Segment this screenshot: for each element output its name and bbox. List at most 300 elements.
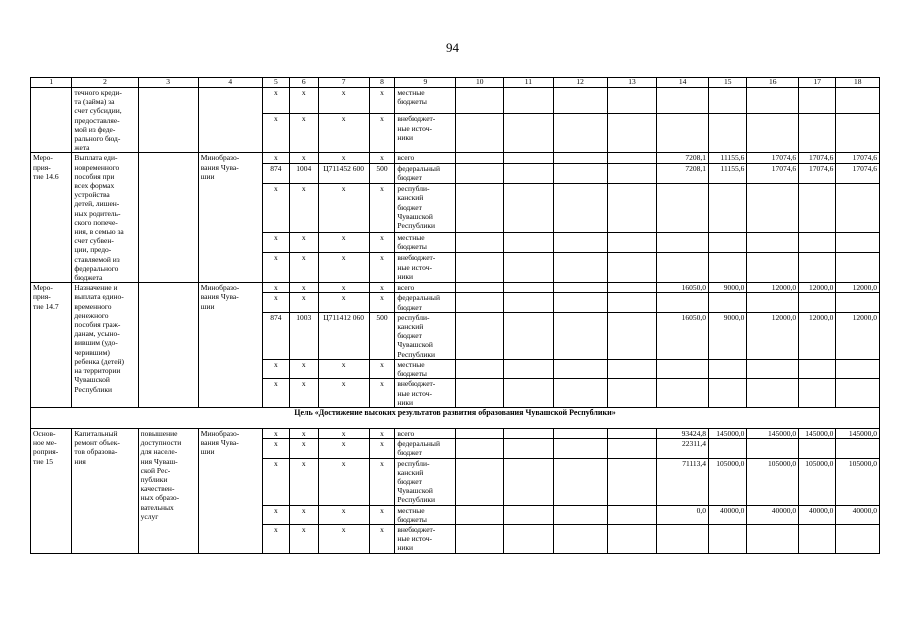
- text-line: внебюджет-: [397, 253, 436, 263]
- target-article-code: x: [318, 428, 369, 438]
- target-article-code: x: [318, 293, 369, 312]
- text-line: бюджет: [397, 331, 422, 341]
- year-value: [709, 114, 747, 153]
- year-value-empty: [607, 253, 657, 283]
- year-value: [709, 524, 747, 553]
- target-article-code: x: [318, 253, 369, 283]
- grbs-code: x: [262, 283, 289, 293]
- year-value: 22311,4: [657, 439, 709, 458]
- grbs-code: x: [262, 458, 289, 505]
- expense-type-code: x: [369, 253, 395, 283]
- year-value-empty: [504, 184, 554, 233]
- year-value: 93424,8: [657, 428, 709, 438]
- grbs-code: x: [262, 293, 289, 312]
- funding-source: [395, 312, 456, 359]
- target-article-code: x: [318, 88, 369, 114]
- expense-type-code: x: [369, 359, 395, 378]
- year-value: [657, 88, 709, 114]
- year-value-empty: [456, 253, 504, 283]
- target-article-code: x: [318, 233, 369, 253]
- year-value-empty: [607, 293, 657, 312]
- text-line: федеральный: [397, 439, 440, 449]
- target-article-code: Ц711412 060: [318, 312, 369, 359]
- year-value: [709, 379, 747, 408]
- year-value: 0,0: [657, 505, 709, 524]
- text-line: рального бюд-: [74, 134, 121, 144]
- text-line: Капитальный: [74, 428, 118, 438]
- text-line: ремонт объек-: [74, 438, 120, 448]
- column-number-6: 6: [289, 78, 318, 88]
- year-value-empty: [504, 293, 554, 312]
- column-number-9: 9: [395, 78, 456, 88]
- text-line: местные: [397, 359, 425, 369]
- text-line: бюджеты: [397, 514, 427, 524]
- event-executor: [198, 428, 262, 553]
- year-value: [657, 184, 709, 233]
- year-value-empty: [553, 293, 607, 312]
- text-line: ского попече-: [74, 217, 118, 227]
- year-value: [709, 439, 747, 458]
- year-value-empty: [504, 283, 554, 293]
- funding-source: [395, 283, 456, 293]
- year-value-empty: [504, 505, 554, 524]
- year-value: 40000,0: [747, 505, 799, 524]
- text-line: пособия при: [74, 171, 115, 181]
- event-executor: [198, 153, 262, 283]
- grbs-code: x: [262, 439, 289, 458]
- text-line: доступности: [140, 438, 182, 448]
- year-value: 40000,0: [799, 505, 836, 524]
- text-line: прия-: [33, 162, 51, 172]
- expense-type-code: x: [369, 439, 395, 458]
- year-value-empty: [607, 184, 657, 233]
- year-value-empty: [456, 439, 504, 458]
- text-line: канский: [397, 467, 424, 477]
- year-value: [657, 379, 709, 408]
- grbs-code: 874: [262, 164, 289, 184]
- year-value: 11155,6: [709, 153, 747, 164]
- grbs-code: x: [262, 359, 289, 378]
- year-value-empty: [607, 379, 657, 408]
- year-value-empty: [456, 114, 504, 153]
- text-line: временного: [74, 301, 112, 311]
- text-line: ных родитель-: [74, 208, 121, 218]
- event-14-7-row: [31, 283, 880, 293]
- text-line: Меро-: [33, 153, 53, 163]
- text-line: вившим (удо-: [74, 338, 118, 348]
- event-15-row: [31, 428, 880, 438]
- column-number-17: 17: [799, 78, 836, 88]
- year-value-empty: [553, 505, 607, 524]
- year-value: [799, 293, 836, 312]
- year-value: [709, 253, 747, 283]
- text-line: прия-: [33, 292, 51, 302]
- column-number-16: 16: [747, 78, 799, 88]
- text-line: ции, предо-: [74, 245, 112, 255]
- text-line: всего: [397, 283, 415, 293]
- text-line: внебюджет-: [397, 114, 436, 124]
- year-value: [709, 184, 747, 233]
- year-value: [799, 114, 836, 153]
- text-line: черившим): [74, 347, 110, 357]
- year-value: [836, 439, 880, 458]
- year-value: [657, 114, 709, 153]
- year-value-empty: [553, 458, 607, 505]
- event-target: [138, 283, 198, 408]
- section-code: x: [289, 359, 318, 378]
- expense-type-code: 500: [369, 164, 395, 184]
- section-code: x: [289, 114, 318, 153]
- expense-type-code: x: [369, 379, 395, 408]
- text-line: услуг: [140, 511, 159, 521]
- target-article-code: x: [318, 379, 369, 408]
- text-line: тие 15: [33, 456, 53, 466]
- text-line: Республики: [397, 221, 435, 231]
- year-value: 16050,0: [657, 312, 709, 359]
- year-value: 9000,0: [709, 283, 747, 293]
- target-article-code: x: [318, 505, 369, 524]
- year-value: [799, 253, 836, 283]
- column-number-row: [31, 78, 880, 88]
- event-description: [72, 283, 138, 408]
- text-line: ные источ-: [397, 123, 432, 133]
- year-value-empty: [504, 153, 554, 164]
- year-value-empty: [504, 458, 554, 505]
- text-line: ставляемой из: [74, 254, 120, 264]
- year-value: [747, 184, 799, 233]
- text-line: пособия граж-: [74, 320, 121, 330]
- year-value-empty: [456, 153, 504, 164]
- expense-type-code: x: [369, 88, 395, 114]
- grbs-code: x: [262, 88, 289, 114]
- grbs-code: x: [262, 114, 289, 153]
- text-line: денежного: [74, 310, 109, 320]
- section-code: x: [289, 505, 318, 524]
- year-value: [657, 233, 709, 253]
- year-value: 7208,1: [657, 153, 709, 164]
- year-value: [747, 253, 799, 283]
- year-value: 12000,0: [836, 312, 880, 359]
- year-value-empty: [456, 283, 504, 293]
- text-line: Минобразо-: [200, 428, 240, 438]
- text-line: канский: [397, 322, 424, 332]
- year-value: [836, 524, 880, 553]
- text-line: шии: [200, 447, 215, 457]
- year-value: 17074,6: [836, 153, 880, 164]
- text-line: публики: [140, 474, 168, 484]
- year-value-empty: [553, 233, 607, 253]
- target-article-code: x: [318, 524, 369, 553]
- section-code: x: [289, 184, 318, 233]
- year-value-empty: [504, 359, 554, 378]
- funding-source: [395, 359, 456, 378]
- year-value-empty: [607, 359, 657, 378]
- year-value: 17074,6: [747, 153, 799, 164]
- page-number: 94: [446, 40, 459, 55]
- year-value: 12000,0: [799, 312, 836, 359]
- year-value-empty: [607, 524, 657, 553]
- year-value: 17074,6: [799, 153, 836, 164]
- target-article-code: x: [318, 283, 369, 293]
- funding-source: [395, 153, 456, 164]
- text-line: федерального: [74, 263, 119, 273]
- text-line: новременного: [74, 162, 120, 172]
- year-value-empty: [456, 233, 504, 253]
- section-code: x: [289, 379, 318, 408]
- grbs-code: x: [262, 233, 289, 253]
- year-value: [747, 524, 799, 553]
- event-target: [138, 428, 198, 553]
- year-value-empty: [456, 379, 504, 408]
- year-value: [836, 233, 880, 253]
- grbs-code: x: [262, 428, 289, 438]
- year-value-empty: [607, 233, 657, 253]
- grbs-code: x: [262, 379, 289, 408]
- target-article-code: x: [318, 359, 369, 378]
- year-value: [747, 293, 799, 312]
- section-code: x: [289, 88, 318, 114]
- text-line: для населе-: [140, 447, 178, 457]
- year-value: 11155,6: [709, 164, 747, 184]
- column-number-11: 11: [504, 78, 554, 88]
- text-line: федеральный: [397, 164, 440, 174]
- event-executor: [198, 88, 262, 153]
- text-line: Республики: [74, 384, 113, 394]
- year-value-empty: [456, 293, 504, 312]
- text-line: качествен-: [140, 484, 175, 494]
- year-value-empty: [504, 114, 554, 153]
- target-article-code: x: [318, 114, 369, 153]
- text-line: бюджет: [397, 302, 422, 312]
- text-line: вания Чува-: [200, 438, 239, 448]
- section-code: x: [289, 233, 318, 253]
- funding-source: [395, 505, 456, 524]
- text-line: ребенка (детей): [74, 356, 125, 366]
- event-executor: [198, 283, 262, 408]
- column-number-5: 5: [262, 78, 289, 88]
- text-line: республи-: [397, 458, 430, 468]
- text-line: Республики: [397, 495, 435, 505]
- target-article-code: x: [318, 458, 369, 505]
- year-value-empty: [553, 283, 607, 293]
- funding-source: [395, 293, 456, 312]
- text-line: Выплата еди-: [74, 153, 118, 163]
- year-value-empty: [456, 524, 504, 553]
- year-value-empty: [456, 164, 504, 184]
- text-line: ники: [397, 271, 414, 281]
- section-code: x: [289, 293, 318, 312]
- event-target: [138, 88, 198, 153]
- grbs-code: x: [262, 505, 289, 524]
- year-value: [747, 88, 799, 114]
- year-value: [836, 293, 880, 312]
- text-line: ники: [397, 132, 414, 142]
- year-value-empty: [553, 312, 607, 359]
- event-14-6-row: [31, 153, 880, 164]
- year-value-empty: [607, 164, 657, 184]
- grbs-code: 874: [262, 312, 289, 359]
- grbs-code: x: [262, 253, 289, 283]
- column-number-8: 8: [369, 78, 395, 88]
- year-value: [836, 184, 880, 233]
- text-line: течного креди-: [74, 88, 122, 97]
- expense-type-code: x: [369, 524, 395, 553]
- text-line: ные источ-: [397, 534, 432, 544]
- goal-title: Цель «Достижение высоких результатов развития образования Чувашской Республики»: [31, 407, 880, 428]
- funding-source: [395, 233, 456, 253]
- column-number-1: 1: [31, 78, 72, 88]
- text-line: ния: [74, 456, 86, 466]
- year-value-empty: [553, 114, 607, 153]
- year-value: [799, 379, 836, 408]
- section-code: x: [289, 153, 318, 164]
- text-line: тие 14.7: [33, 301, 59, 311]
- year-value: 145000,0: [836, 428, 880, 438]
- year-value: 105000,0: [709, 458, 747, 505]
- section-code: x: [289, 428, 318, 438]
- event-code: [31, 428, 72, 553]
- year-value-empty: [553, 379, 607, 408]
- text-line: Назначение и: [74, 283, 118, 293]
- grbs-code: x: [262, 524, 289, 553]
- grbs-code: x: [262, 153, 289, 164]
- text-line: данам, усыно-: [74, 329, 120, 339]
- year-value: 12000,0: [747, 312, 799, 359]
- year-value-empty: [504, 312, 554, 359]
- text-line: ской Рес-: [140, 465, 171, 475]
- year-value-empty: [456, 428, 504, 438]
- year-value-empty: [504, 88, 554, 114]
- column-number-14: 14: [657, 78, 709, 88]
- column-number-12: 12: [553, 78, 607, 88]
- text-line: местные: [397, 88, 425, 97]
- event-description: [72, 428, 138, 553]
- text-line: роприя-: [33, 447, 59, 457]
- text-line: предоставляе-: [74, 115, 120, 125]
- funding-source: [395, 114, 456, 153]
- text-line: Чувашской: [397, 340, 433, 350]
- text-line: выплата едино-: [74, 292, 124, 302]
- text-line: бюджет: [397, 202, 422, 212]
- text-line: детей, лишен-: [74, 199, 120, 209]
- text-line: ния, в семью за: [74, 227, 124, 237]
- text-line: местные: [397, 505, 425, 515]
- funding-source: [395, 458, 456, 505]
- text-line: федеральный: [397, 293, 440, 303]
- expense-type-code: 500: [369, 312, 395, 359]
- funding-source: [395, 184, 456, 233]
- goal-row: [31, 407, 880, 428]
- event-target: [138, 153, 198, 283]
- year-value: 9000,0: [709, 312, 747, 359]
- text-line: всего: [397, 153, 415, 163]
- text-line: ники: [397, 543, 414, 553]
- year-value-empty: [504, 233, 554, 253]
- text-line: канский: [397, 193, 424, 203]
- year-value: 40000,0: [709, 505, 747, 524]
- year-value: [799, 184, 836, 233]
- funding-source: [395, 253, 456, 283]
- year-value: 105000,0: [836, 458, 880, 505]
- text-line: Минобразо-: [200, 153, 240, 163]
- event-description: [72, 88, 138, 153]
- target-article-code: x: [318, 439, 369, 458]
- text-line: Основ-: [33, 428, 56, 438]
- year-value-empty: [504, 428, 554, 438]
- year-value: 145000,0: [799, 428, 836, 438]
- year-value-empty: [553, 428, 607, 438]
- funding-source: [395, 164, 456, 184]
- year-value: [747, 359, 799, 378]
- text-line: та (займа) за: [74, 97, 115, 107]
- text-line: жета: [74, 143, 90, 153]
- year-value-empty: [456, 359, 504, 378]
- text-line: ное ме-: [33, 438, 57, 448]
- year-value-empty: [553, 184, 607, 233]
- year-value-empty: [607, 312, 657, 359]
- text-line: внебюджет-: [397, 379, 436, 389]
- year-value: [799, 233, 836, 253]
- year-value: 145000,0: [709, 428, 747, 438]
- year-value-empty: [607, 505, 657, 524]
- target-article-code: x: [318, 184, 369, 233]
- year-value: 12000,0: [799, 283, 836, 293]
- text-line: бюджета: [74, 273, 103, 283]
- text-line: Чувашской: [397, 486, 433, 496]
- text-line: ники: [397, 397, 414, 407]
- year-value: [799, 359, 836, 378]
- text-line: всего: [397, 428, 415, 438]
- section-code: x: [289, 283, 318, 293]
- year-value: 7208,1: [657, 164, 709, 184]
- grbs-code: x: [262, 184, 289, 233]
- year-value: 17074,6: [799, 164, 836, 184]
- text-line: вания Чува-: [200, 292, 239, 302]
- event-code: [31, 153, 72, 283]
- text-line: бюджет: [397, 448, 422, 458]
- text-line: ния Чуваш-: [140, 456, 178, 466]
- year-value-empty: [504, 439, 554, 458]
- expense-type-code: x: [369, 153, 395, 164]
- event-description: [72, 153, 138, 283]
- text-line: Республики: [397, 349, 435, 359]
- year-value-empty: [553, 164, 607, 184]
- year-value: [836, 253, 880, 283]
- text-line: республи-: [397, 312, 430, 322]
- text-line: бюджеты: [397, 369, 427, 379]
- text-line: республи-: [397, 184, 430, 194]
- year-value-empty: [456, 88, 504, 114]
- target-article-code: Ц711452 600: [318, 164, 369, 184]
- year-value-empty: [607, 458, 657, 505]
- year-value: [747, 114, 799, 153]
- column-number-10: 10: [456, 78, 504, 88]
- expense-type-code: x: [369, 458, 395, 505]
- year-value-empty: [553, 524, 607, 553]
- column-number-3: 3: [138, 78, 198, 88]
- year-value-empty: [607, 439, 657, 458]
- year-value: 71113,4: [657, 458, 709, 505]
- text-line: шии: [200, 171, 215, 181]
- text-line: бюджеты: [397, 242, 427, 252]
- year-value: [747, 379, 799, 408]
- text-line: тие 14.6: [33, 171, 59, 181]
- year-value: 105000,0: [799, 458, 836, 505]
- text-line: ные источ-: [397, 262, 432, 272]
- section-code: 1004: [289, 164, 318, 184]
- event-code: [31, 88, 72, 153]
- year-value: [657, 293, 709, 312]
